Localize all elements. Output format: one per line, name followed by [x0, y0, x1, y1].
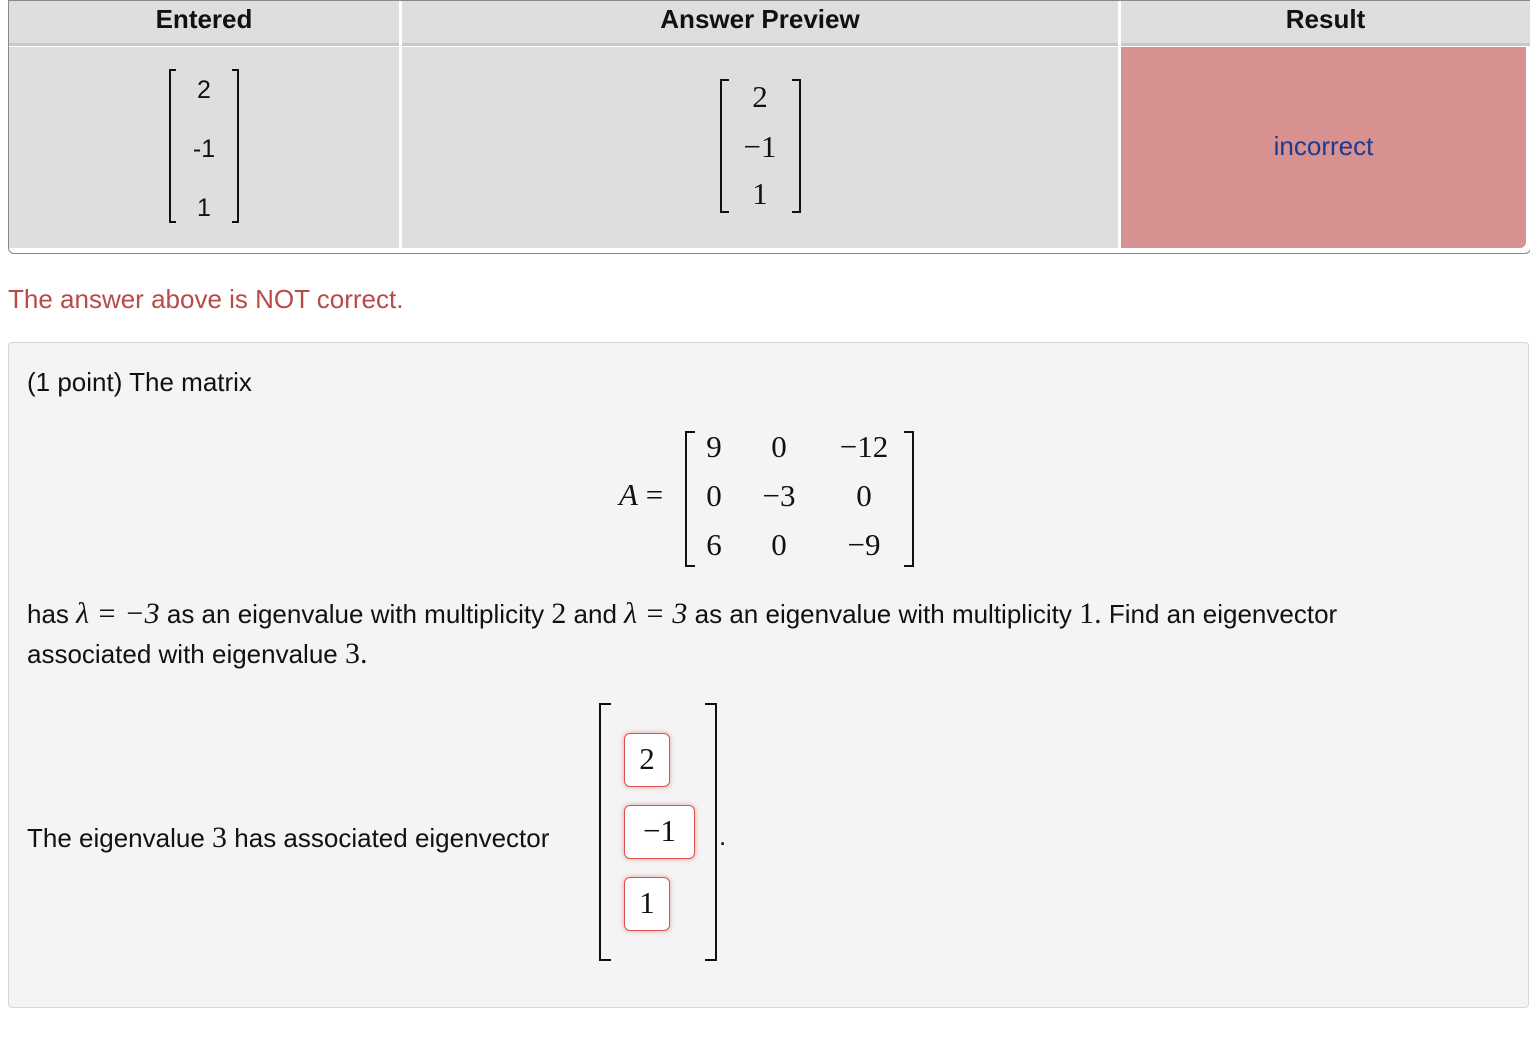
matrix-entry: −9 [847, 527, 881, 562]
preview-value: 2 [752, 79, 768, 114]
matrix-entry: 0 [771, 527, 787, 562]
answer-prompt [27, 821, 549, 855]
matrix-entry: 6 [706, 527, 722, 562]
answer-input-1[interactable]: 2 [624, 733, 670, 787]
problem-intro: (1 point) The matrix [27, 367, 252, 397]
answer-right-bracket [705, 703, 717, 961]
problem-statement-line1 [27, 597, 1337, 631]
eigenvalue-expression: λ = −3 [76, 597, 160, 630]
prompt-text: has associated eigenvector [234, 823, 550, 853]
entered-cell [9, 47, 399, 248]
matrix-entry: −3 [762, 478, 796, 513]
header-entered: Entered [9, 1, 399, 46]
result-cell [1121, 47, 1526, 248]
preview-value: 1 [752, 176, 768, 211]
preview-value: −1 [743, 129, 777, 164]
results-table [8, 0, 1530, 254]
statement-text: Find an eigenvector [1108, 599, 1338, 629]
eigenvalue-value: 3. [345, 637, 368, 670]
result-status: incorrect [1273, 131, 1374, 161]
entered-value: -1 [192, 135, 216, 163]
answer-input-3[interactable]: 1 [624, 877, 670, 931]
answer-input-2[interactable]: −1 [624, 805, 695, 859]
eigenvalue-value: 3 [212, 821, 228, 854]
statement-text: as an eigenvalue with multiplicity [166, 599, 545, 629]
matrix-entry: 0 [706, 478, 722, 513]
header-result: Result [1121, 1, 1530, 46]
statement-text: associated with eigenvalue [27, 639, 338, 669]
statement-text: as an eigenvalue with multiplicity [694, 599, 1072, 629]
problem-box [8, 342, 1529, 1008]
matrix-right-bracket [904, 431, 914, 567]
problem-statement-line2 [27, 637, 368, 671]
eigenvalue-expression: λ = 3 [624, 597, 688, 630]
answer-left-bracket [599, 703, 611, 961]
multiplicity-value: 1. [1079, 597, 1102, 630]
matrix-entry: 0 [856, 478, 872, 513]
answer-preview-cell [402, 47, 1118, 248]
matrix-entry: 0 [771, 429, 787, 464]
statement-text: and [573, 599, 617, 629]
entered-value: 1 [197, 194, 211, 222]
matrix-label: A = [619, 477, 664, 512]
entered-value: 2 [197, 76, 211, 104]
header-answer-preview: Answer Preview [402, 1, 1118, 46]
statement-text: has [27, 599, 69, 629]
matrix-entry: 9 [706, 429, 722, 464]
matrix-entry: −12 [839, 429, 889, 464]
multiplicity-value: 2 [551, 597, 567, 630]
not-correct-message: The answer above is NOT correct. [8, 284, 404, 314]
prompt-text: The eigenvalue [27, 823, 205, 853]
answer-period: . [719, 821, 727, 851]
